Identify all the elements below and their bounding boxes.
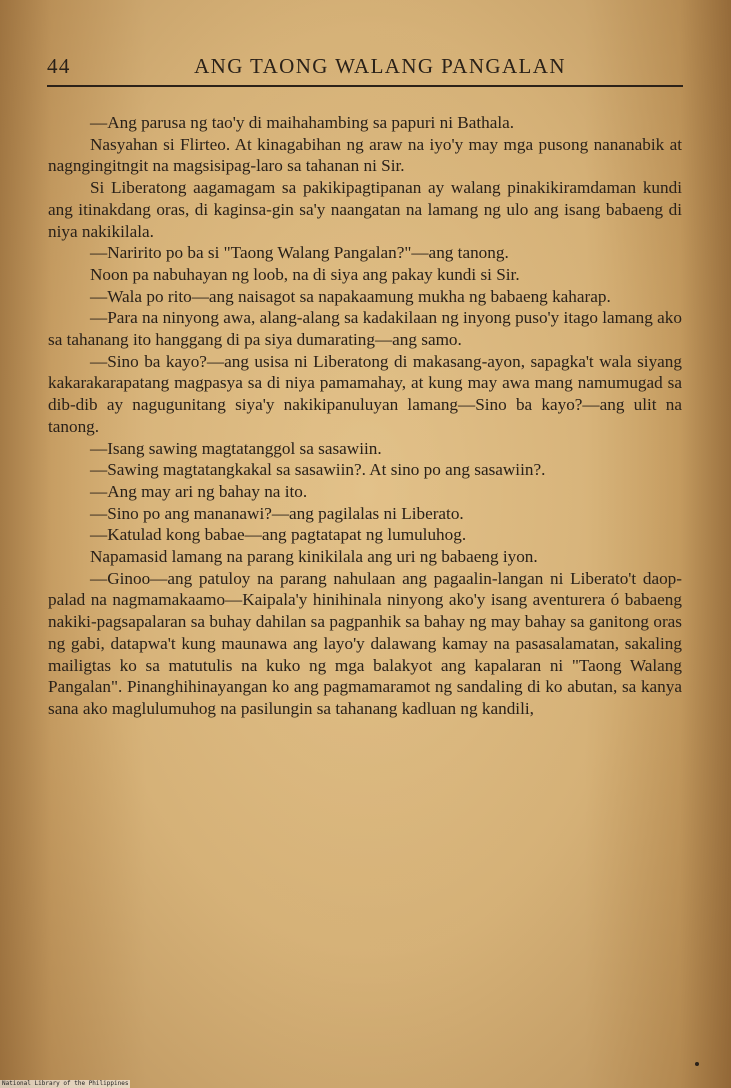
paragraph: —Isang sawing magtatanggol sa sasawiin. xyxy=(90,438,382,458)
body-text xyxy=(48,112,682,720)
paragraph: —Katulad kong babae—ang pagtatapat ng lumuluhog. xyxy=(90,525,467,545)
paragraph: Napamasid lamang na parang kinikilala ang uri ng babaeng iyon. xyxy=(90,547,538,567)
paragraph: —Sino ba kayo?—ang usisa ni Liberatong di makasang-ayon, sapagka't wala siyang kakarakarapatang magpasya sa di niya pamamahay, at kung may awa mang namumugad sa dib-dib ay nagugunitang siya'y nakikipanuluyan lamang—Sino ba kayo?—ang ulit na tanong. xyxy=(48,351,682,436)
header-rule xyxy=(47,85,683,87)
paragraph: Noon pa nabuhayan ng loob, na di siya ang pakay kundi si Sir. xyxy=(90,264,520,284)
paragraph: —Naririto po ba si "Taong Walang Pangalan?"—ang tanong. xyxy=(90,243,509,263)
paragraph: —Wala po rito—ang naisagot sa napakaamung mukha ng babaeng kaharap. xyxy=(90,286,611,306)
page-number: 44 xyxy=(47,54,71,78)
paragraph: —Para na ninyong awa, alang-alang sa kadakilaan ng inyong puso'y itago lamang ako sa tahanang ito hanggang di pa siya dumarating—ang samo. xyxy=(48,308,682,350)
paragraph: Nasyahan si Flirteo. At kinagabihan ng araw na iyo'y may mga pusong nananabik at nagngingitngit na magsisipag-laro sa tahanan ni Sir. xyxy=(48,134,682,176)
page-header xyxy=(47,50,683,86)
paragraph: —Ang parusa ng tao'y di maihahambing sa papuri ni Bathala. xyxy=(90,113,515,132)
paragraph: —Ginoo—ang patuloy na parang nahulaan ang pagaalin-langan ni Liberato't daop-palad na nagmamakaamo—Kaipala'y hinihinala ninyong ako'y isang aventurera ó babaeng nakiki-pagsapalaran sa buhay dahilan sa pagpanhik sa bahay ng may bahay sa ganitong oras ng gabi, datapwa't kung maunawa ang layo'y dalawang kamay na pasasalamatan, sakaling mailigtas ko sa matutulis na kuko ng mga balakyot ang kapalaran ni "Taong Walang Pangalan". Pinanghihinayangan ko ang pagmamaramot ng sandaling di ko abutan, sa kanya sana ako maglulumuhog na pasilungin sa tahanang kadluan ng kandili, xyxy=(48,568,682,718)
paragraph: —Ang may ari ng bahay na ito. xyxy=(90,481,308,501)
library-credit: National Library of the Philippines xyxy=(2,1080,129,1087)
ink-speck xyxy=(695,1062,699,1066)
paragraph: —Sawing magtatangkakal sa sasawiin?. At sino po ang sasawiin?. xyxy=(90,460,546,480)
paragraph: Si Liberatong aagamagam sa pakikipagtipanan ay walang pinakikiramdaman kundi ang itinakdang oras, di kaginsa-gin sa'y naangatan na lamang ng ulo ang isang babaeng di niya nakikilala. xyxy=(48,178,682,241)
running-title: ANG TAONG WALANG PANGALAN xyxy=(194,54,566,78)
paragraph: —Sino po ang mananawi?—ang pagilalas ni Liberato. xyxy=(90,503,464,523)
